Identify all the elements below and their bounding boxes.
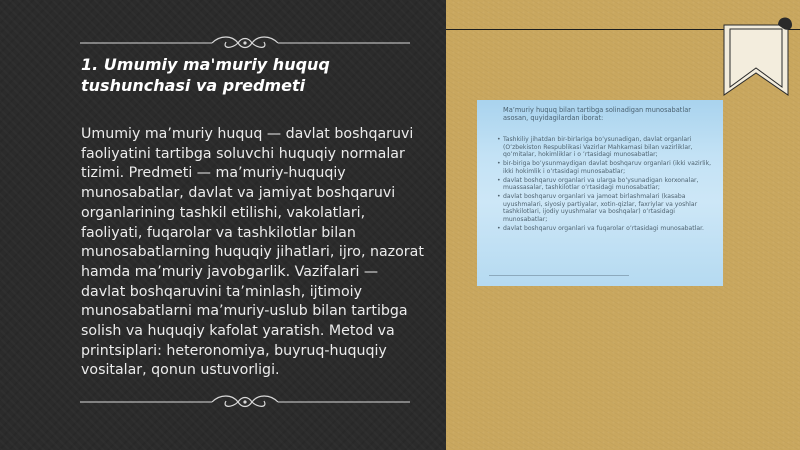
- slide-title: 1. Umumiy ma'muriy huquq tushunchasi va predmeti: [81, 55, 330, 95]
- slide-body-text: Umumiy ma’muriy huquq — davlat boshqaruvi faoliyatini tartibga soluvchi huquqiy normalar tizimi. Predmeti — ma’muriy-huquqiy munosabatlar, davlat va jamiyat boshqaruvi organlarining tashkil etilishi, vakolatlari, faoliyati, fuqarolar va tashkilotlar bilan munosabatlarning huquqiy jihatlari, ijro, nazorat hamda ma’muriy javobgarlik. Vazifalari — davlat boshqaruvini ta’minlash, ijtimoiy munosabatlarni ma’muriy-uslub bilan tartibga solish va huquqiy kafolat yaratish. Metod va printsiplari: heteronomiya, buyruq-huquqiy vositalar, qonun ustuvorligi.: [81, 126, 424, 379]
- inset-underline: [489, 275, 629, 276]
- inset-list-item: • Tashkiliy jihatdan bir-birlariga bo’ysunadigan, davlat organlari (O’zbekiston Respublikasi Vazirlar Mahkamasi bilan vazirliklar, qo’mitalar, hokimliklar i o ’rtasidagi munosabatlar;: [497, 136, 717, 159]
- inset-image: [477, 100, 723, 286]
- bottom-ornament-divider: [80, 392, 410, 412]
- inset-intro-text: Ma’muriy huquq bilan tartibga solinadigan munosabatlar asosan, quyidagilardan iborat:: [503, 106, 691, 122]
- top-ornament-divider: [80, 33, 410, 53]
- inset-list: [497, 136, 717, 234]
- inset-list-item: • davlat boshqaruv organlari va ularga bo’ysunadigan korxonalar, muassasalar, tashkilotlar o’rtasidagi munosabatlar;: [497, 177, 717, 192]
- inset-list-item: • davlat boshqaruv organlari va fuqarolar o’rtasidagi munosabatlar.: [497, 225, 717, 233]
- inset-list-item: • davlat boshqaruv organlari va jamoat birlashmalari (kasaba uyushmalari, siyosiy partiyalar, xotin-qizlar, faxriylar va yoshlar tashkilotlari, ijodiy uyushmalar va boshqalar) o’rtasidagi munosabatlar;: [497, 193, 717, 223]
- inset-list-item: • bir-biriga bo’ysunmaydigan davlat boshqaruv organlari (ikki vazirlik, ikki hokimlik i o’rtasidagi munosabatlar;: [497, 160, 717, 175]
- bookmark-ribbon-icon: [720, 17, 792, 99]
